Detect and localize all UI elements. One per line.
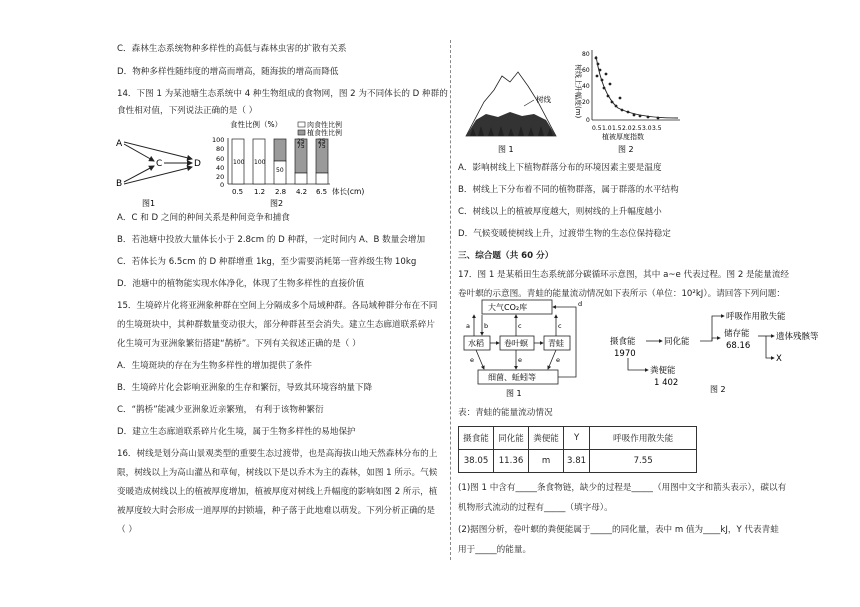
scatter-caption: 图 2 [618,145,634,154]
q14-option-d: D．池塘中的植物能实现水体净化，体现了生物多样性的直接价值 [117,279,365,289]
table-header: 呼吸作用散失能 [590,427,697,450]
moth-node: 卷叶螟 [504,339,528,348]
residue-label: 遗体残骸等 [776,332,819,342]
svg-text:1.0: 1.0 [602,125,612,132]
decomposer-node: 细菌、蚯蚓等 [488,373,536,382]
treeline-figure-caption: 图 1 [498,145,514,154]
svg-text:60: 60 [216,155,225,163]
storage-label: 储存能 [724,329,750,339]
table-cell: 3.81 [564,450,590,473]
svg-text:40: 40 [582,83,590,90]
svg-text:2.0: 2.0 [622,125,632,132]
svg-text:0.5: 0.5 [592,125,602,132]
svg-text:60: 60 [582,67,590,74]
q14-stem-line1: 14．下图 1 为某池塘生态系统中 4 种生物组成的食物网，图 2 为不同体长的 D 种群的 [117,89,448,99]
q14-option-a: A．C 和 D 之间的种间关系是种间竞争和捕食 [117,213,290,223]
q15-option-c: C．“鹊桥”能减少亚洲象近亲繁殖， 有利于该物种繁衍 [117,405,324,415]
table-cell: 11.36 [494,450,529,473]
q17-stem-line2: 卷叶螟的示意图。青蛙的能量流动情况如下表所示（单位：10²kJ）。请回答下列问题： [458,289,785,299]
q15-stem-line3: 化生境可为亚洲象繁衍搭建“鹊桥”。下列有关叙述正确的是（ ） [117,339,361,349]
svg-text:c: c [518,322,522,330]
q17-stem-line1: 17．图 1 是某稻田生态系统部分碳循环示意图，其中 a~e 代表过程。图 2 是能量流经 [458,270,790,280]
q14-option-b: B．若池塘中投放大量体长小于 2.8cm 的 D 种群，一定时间内 A、B 数量会增加 [117,235,426,245]
frog-node: 青蛙 [548,339,564,348]
q16-stem-line1: 16．树线是划分高山景观类型的重要生态过渡带，也是高海拔山地天然森林分布的上 [117,449,438,459]
table-header: 同化能 [494,427,529,450]
q15-stem-line2: 的生境斑块中，其种群数量变动很大，部分种群甚至会消失。建立生态廊道联系碎片 [117,320,435,330]
scatter-ylabel: 树线上升幅度(m) [574,64,582,119]
treeline-scatter-figure [568,44,718,156]
energy-flow-caption: 图 2 [710,385,726,394]
svg-text:20: 20 [582,99,590,106]
q16-stem-line4: 被厚度较大时会形成一道厚厚的封锁墙，种子落于此地难以萌发。下列分析正确的是 [117,506,435,516]
x-label: X [776,354,782,364]
treeline-mountain-figure [462,62,562,154]
svg-text:3.5: 3.5 [652,125,662,132]
table-cell: 38.05 [459,450,494,473]
legend-herbivore: 植食性比例 [307,129,342,137]
svg-text:d: d [578,300,583,308]
q16-stem-line2: 限，树线以上为高山灌丛和草甸，树线以下是以乔木为主的森林，如图 1 所示。气候 [117,468,438,478]
q14-stem-line2: 食性相对值，下列说法正确的是（ ） [117,106,258,116]
storage-value: 68.16 [726,341,751,351]
frog-energy-table [458,426,697,473]
q13-option-d: D．物种多样性随纬度的增高而增高，随海拔的增高而降低 [117,67,339,77]
respiration-label: 呼吸作用散失能 [726,312,786,322]
table-header: Y [564,427,590,450]
q16-option-d: D．气候变暖使树线上升，过渡带生物的生态位保持稳定 [458,229,671,239]
energy-flow-diagram [600,298,850,400]
intake-label: 摄食能 [610,337,636,347]
q16-stem-line3: 变暖造成树线以上的植被厚度增加，植被厚度对树线上升幅度的影响如图 2 所示，植 [117,487,438,497]
q14-diet-chart [208,118,368,208]
feces-value: 1 402 [654,378,679,388]
table-title: 表：青蛙的能量流动情况 [458,408,553,418]
svg-text:80: 80 [216,145,225,153]
svg-text:1.5: 1.5 [612,125,622,132]
svg-text:80: 80 [582,51,590,58]
column-divider [450,40,451,560]
q17-2-line1: (2)据图分析，卷叶螟的粪便能属于_____的同化量，表中 m 值为____kJ，Y 代表青蛙 [458,525,779,535]
q13-option-c: C．森林生态系统物种多样性的高低与森林虫害的扩散有关系 [117,44,347,54]
q16-option-b: B．树线上下分布着不同的植物群落，属于群落的水平结构 [458,185,679,195]
svg-text:0: 0 [586,117,590,124]
svg-text:20: 20 [216,173,225,181]
svg-text:40: 40 [216,164,225,172]
table-header: 摄食能 [459,427,494,450]
q15-option-d: D．建立生态廊道联系碎片化生境，属于生物多样性的易地保护 [117,427,356,437]
q17-2-line2: 用于_____的能量。 [458,545,532,555]
node-c: C [156,159,163,169]
svg-text:0: 0 [220,181,225,189]
rice-node: 水稻 [468,339,484,348]
diet-chart-xlabel: 体长(cm) [332,187,365,196]
assimilation-label: 同化能 [664,337,690,347]
right-column [452,0,860,607]
carbon-cycle-caption: 图 1 [506,389,522,398]
feces-label: 粪便能 [650,366,676,376]
svg-text:2.5: 2.5 [632,125,642,132]
svg-text:100: 100 [233,159,245,166]
svg-text:100: 100 [254,159,266,166]
svg-text:0.5: 0.5 [232,188,244,196]
q15-option-b: B．生境碎片化会影响亚洲象的生存和繁衍，导致其环境容纳量下降 [117,383,373,393]
carbon-cycle-diagram [454,296,584,400]
scatter-xlabel: 植被厚度指数 [602,133,644,141]
intake-value: 1970 [614,349,636,359]
svg-text:4.2: 4.2 [296,188,308,196]
diet-chart-title: 食性比例（%） [230,120,283,129]
svg-text:3.0: 3.0 [642,125,652,132]
table-cell: m [529,450,564,473]
node-a: A [116,139,123,149]
svg-text:100: 100 [212,136,225,144]
section-3-title: 三、综合题（共 60 分） [458,251,554,261]
svg-text:e: e [470,356,474,364]
svg-text:25: 25 [318,138,326,145]
svg-text:e: e [518,356,522,364]
svg-text:e: e [556,356,560,364]
q14-food-web-figure [114,132,206,210]
svg-text:6.5: 6.5 [316,188,328,196]
node-d: D [194,159,201,169]
svg-text:c: c [558,322,562,330]
q17-1-line2: 机物形式流动的过程有_____（填字母）。 [458,503,613,513]
diet-chart-caption: 图2 [270,199,284,208]
svg-text:a: a [466,322,470,330]
svg-text:25: 25 [297,138,305,145]
q15-stem-line1: 15．生境碎片化将亚洲象种群在空间上分隔成多个局域种群。各局域种群分布在不同 [117,301,438,311]
svg-text:75: 75 [297,143,305,150]
q16-option-a: A．影响树线上下植物群落分布的环境因素主要是温度 [458,163,662,173]
node-b: B [116,179,123,189]
atmosphere-co2: 大气CO₂库 [488,303,528,312]
legend-carnivore: 肉食性比例 [307,121,342,129]
table-cell: 7.55 [590,450,697,473]
svg-text:75: 75 [318,143,326,150]
q15-option-a: A．生境斑块的存在为生物多样性的增加提供了条件 [117,361,312,371]
svg-text:50: 50 [276,167,284,174]
q16-option-c: C．树线以上的植被厚度越大，则树线的上升幅度越小 [458,207,662,217]
svg-text:b: b [484,322,489,330]
svg-text:1.2: 1.2 [254,188,266,196]
q16-stem-line5: （ ） [117,525,137,535]
food-web-caption: 图1 [142,199,156,208]
q17-1-line1: (1)图 1 中含有_____条食物链，缺少的过程是_____（用图中文字和箭头表示），碳以有 [458,483,787,493]
q14-option-c: C．若体长为 6.5cm 的 D 种群增重 1kg，至少需要消耗第一营养级生物 10kg [117,257,417,267]
treeline-label: 树线 [536,95,551,104]
table-header: 粪便能 [529,427,564,450]
svg-text:2.8: 2.8 [275,188,287,196]
